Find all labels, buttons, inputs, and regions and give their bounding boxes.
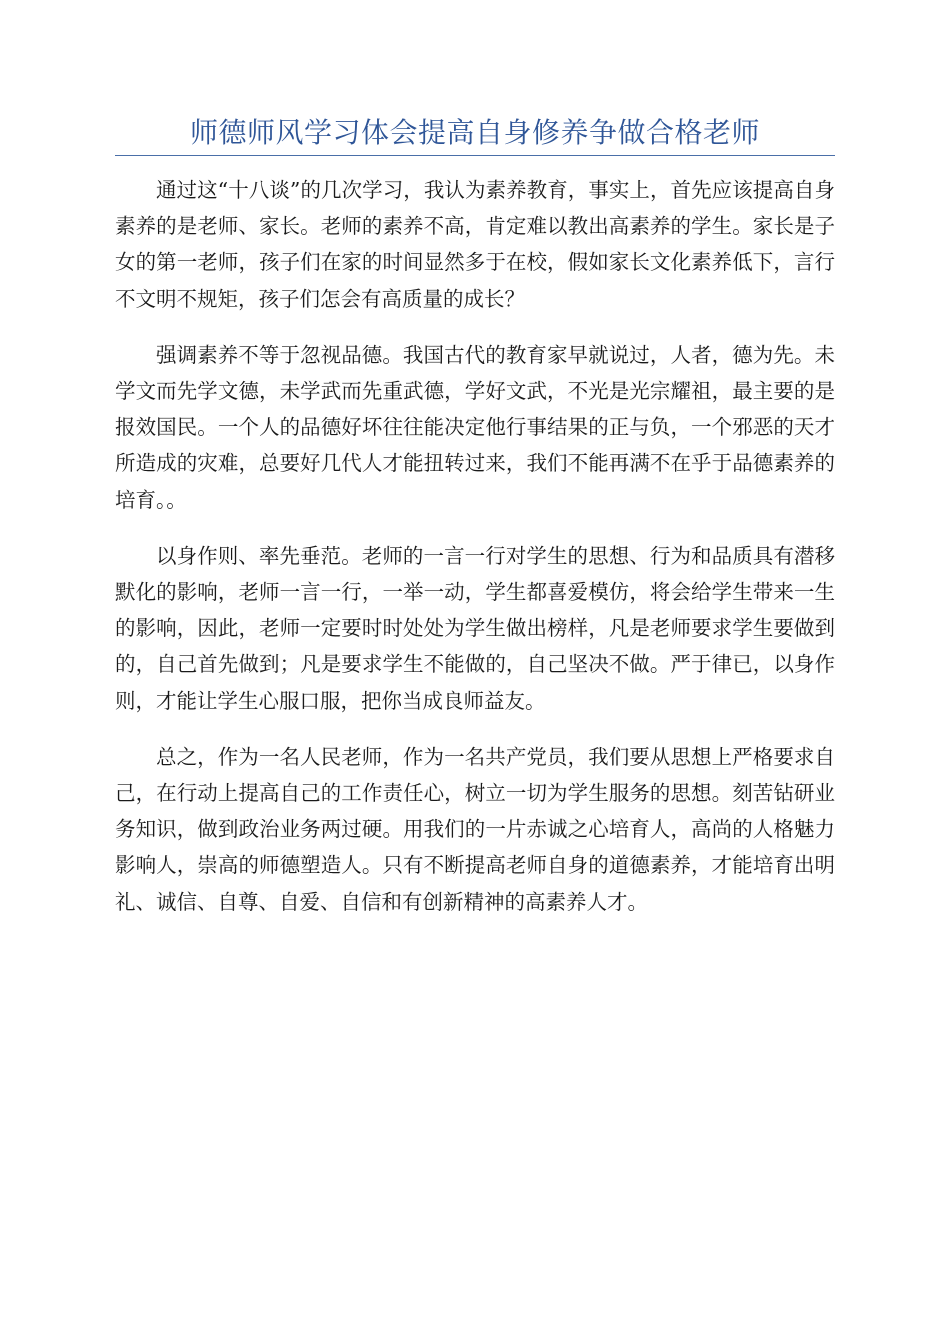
paragraph-2: 强调素养不等于忽视品德。我国古代的教育家早就说过，人者，德为先。未学文而先学文德，未学武而先重武德，学好文武，不光是光宗耀祖，最主要的是报效国民。一个人的品德好坏往往能决定他行事结果的正与负，一个邪恶的天才所造成的灾难，总要好几代人才能扭转过来，我们不能再满不在乎于品德素养的培育。。 bbox=[115, 342, 835, 512]
title-underline bbox=[115, 155, 835, 156]
paragraph-3: 以身作则、率先垂范。老师的一言一行对学生的思想、行为和品质具有潜移默化的影响，老师一言一行，一举一动，学生都喜爱模仿，将会给学生带来一生的影响，因此，老师一定要时时处处为学生做出榜样，凡是老师要求学生要做到的，自己首先做到；凡是要求学生不能做的，自己坚决不做。严于律已，以身作则，才能让学生心服口服，把你当成良师益友。 bbox=[115, 543, 835, 713]
paragraph-4: 总之，作为一名人民老师，作为一名共产党员，我们要从思想上严格要求自己，在行动上提高自己的工作责任心，树立一切为学生服务的思想。刻苦钻研业务知识，做到政治业务两过硬。用我们的一片赤诚之心培育人，高尚的人格魅力影响人，崇高的师德塑造人。只有不断提高老师自身的道德素养，才能培育出明礼、诚信、自尊、自爱、自信和有创新精神的高素养人才。 bbox=[115, 744, 835, 914]
document-body bbox=[115, 172, 835, 940]
paragraph-1: 通过这“十八谈”的几次学习，我认为素养教育，事实上，首先应该提高自身素养的是老师、家长。老师的素养不高，肯定难以教出高素养的学生。家长是子女的第一老师，孩子们在家的时间显然多于在校，假如家长文化素养低下，言行不文明不规矩，孩子们怎会有高质量的成长？ bbox=[115, 178, 835, 311]
document-title: 师德师风学习体会提高自身修养争做合格老师 bbox=[189, 116, 760, 149]
